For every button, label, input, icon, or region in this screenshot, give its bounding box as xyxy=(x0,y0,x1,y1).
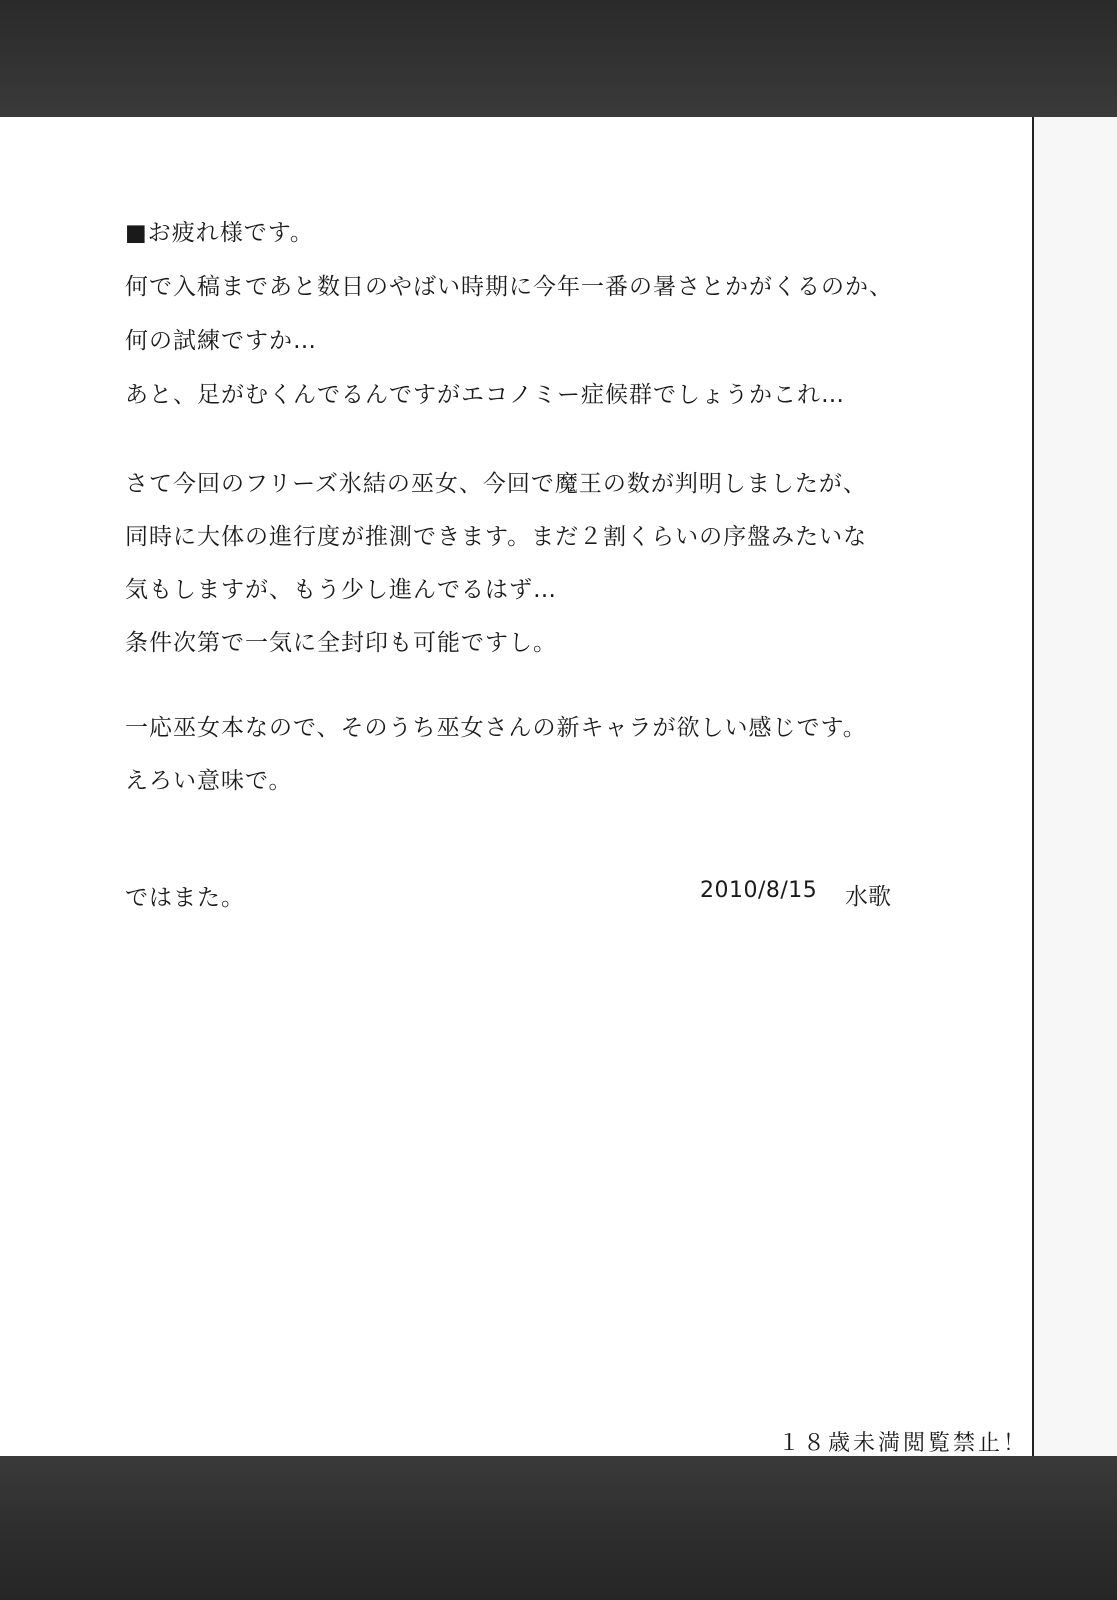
text-line: 一応巫女本なので、そのうち巫女さんの新キャラが欲しい感じです。 xyxy=(125,715,867,741)
bottom-dark-band xyxy=(0,1456,1117,1600)
signature-date: 2010/8/15 xyxy=(700,878,818,903)
signature-author: 水歌 xyxy=(845,884,891,910)
text-line: 気もしますが、もう少し進んでるはず… xyxy=(125,577,557,603)
text-line: 条件次第で一気に全封印も可能ですし。 xyxy=(125,630,557,656)
closing-line: ではまた。 xyxy=(125,885,245,911)
text-line: えろい意味で。 xyxy=(125,768,293,794)
text-line: 何で入稿まであと数日のやばい時期に今年一番の暑さとかがくるのか、 xyxy=(125,274,893,300)
right-margin-rule xyxy=(1032,117,1034,1456)
top-dark-band xyxy=(0,0,1117,117)
text-line: さて今回のフリーズ氷結の巫女、今回で魔王の数が判明しましたが、 xyxy=(125,471,867,497)
text-line: 何の試練ですか… xyxy=(125,328,317,354)
text-line: 同時に大体の進行度が推測できます。まだ２割くらいの序盤みたいな xyxy=(125,524,868,550)
age-restriction-notice: １８歳未満閲覧禁止！ xyxy=(778,1431,1029,1456)
greeting-line: ■お疲れ様です。 xyxy=(125,220,314,246)
right-margin-strip xyxy=(1034,117,1117,1456)
text-line: あと、足がむくんでるんですがエコノミー症候群でしょうかこれ… xyxy=(125,382,845,408)
